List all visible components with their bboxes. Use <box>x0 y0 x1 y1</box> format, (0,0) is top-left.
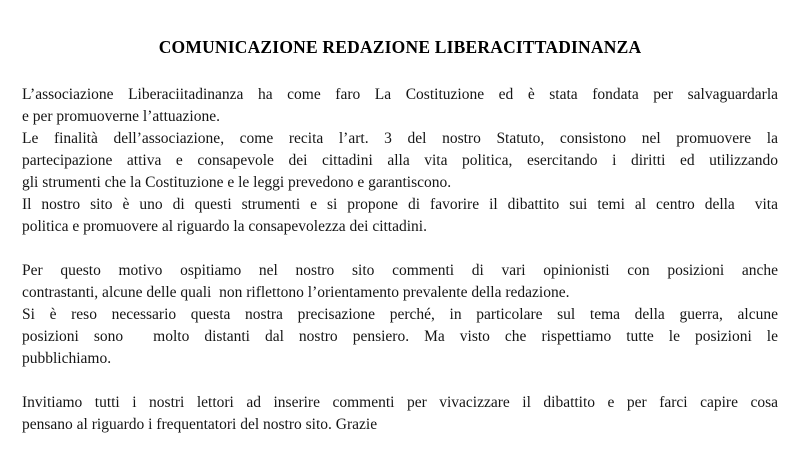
paragraph <box>22 128 778 194</box>
paragraph-line: gli strumenti che la Costituzione e le leggi prevedono e garantiscono. <box>22 174 452 191</box>
paragraph <box>22 260 778 304</box>
document-body <box>22 84 778 436</box>
paragraph-line: Per questo motivo ospitiamo nel nostro sito commenti di vari opinionisti con posizioni anche <box>22 262 778 279</box>
paragraph-line: L’associazione Liberaciitadinanza ha come faro La Costituzione ed è stata fondata per salvaguardarla <box>22 86 778 103</box>
paragraph-line: Il nostro sito è uno di questi strumenti e si propone di favorire il dibattito sui temi al centro della vita <box>22 196 778 213</box>
paragraph-line: Le finalità dell’associazione, come recita l’art. 3 del nostro Statuto, consistono nel promuovere la <box>22 130 778 147</box>
paragraph-line: pubblichiamo. <box>22 350 112 367</box>
paragraph <box>22 392 778 436</box>
document-title: COMUNICAZIONE REDAZIONE LIBERACITTADINANZA <box>158 37 642 57</box>
paragraph <box>22 194 778 238</box>
paragraph <box>22 84 778 128</box>
paragraph-line: pensano al riguardo i frequentatori del nostro sito. Grazie <box>22 416 378 433</box>
paragraph-line: Si è reso necessario questa nostra precisazione perché, in particolare sul tema della guerra, alcune <box>22 306 778 323</box>
paragraph <box>22 304 778 370</box>
paragraph-line: partecipazione attiva e consapevole dei cittadini alla vita politica, esercitando i diritti ed utilizzando <box>22 152 778 169</box>
paragraph-line: Invitiamo tutti i nostri lettori ad inserire commenti per vivacizzare il dibattito e per farci capire cosa <box>22 394 778 411</box>
paragraph-line: e per promuoverne l’attuazione. <box>22 108 220 125</box>
paragraph-line: posizioni sono molto distanti dal nostro pensiero. Ma visto che rispettiamo tutte le posizioni le <box>22 328 778 345</box>
paragraph-line: contrastanti, alcune delle quali non riflettono l’orientamento prevalente della redazione. <box>22 284 570 301</box>
paragraph-line: politica e promuovere al riguardo la consapevolezza dei cittadini. <box>22 218 427 235</box>
